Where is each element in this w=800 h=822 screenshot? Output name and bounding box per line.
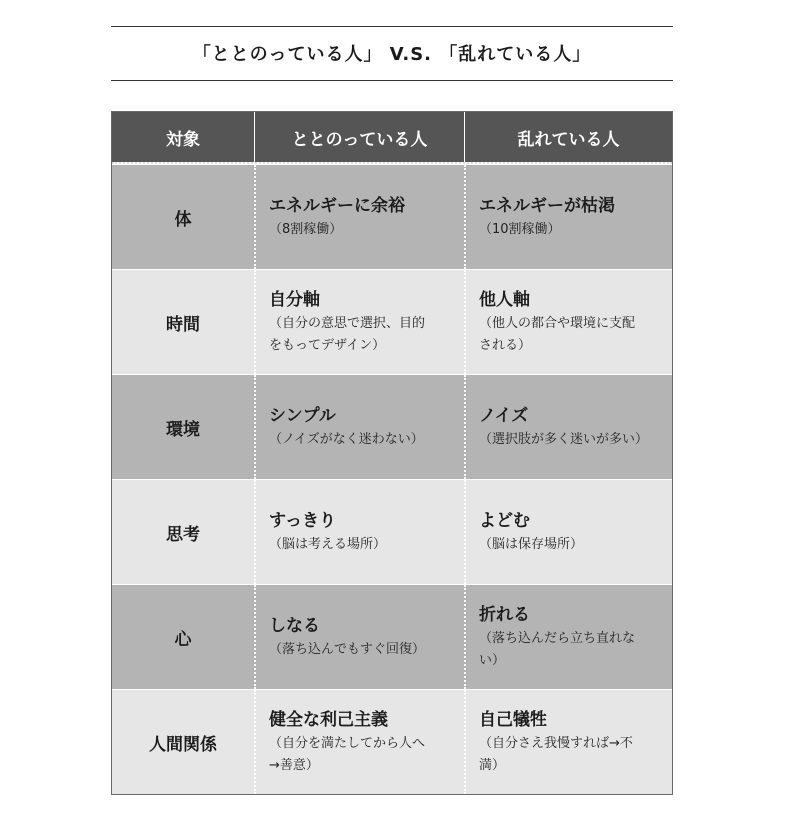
table-row [112, 584, 672, 689]
good-sub: （落ち込んでもすぐ回復） [269, 642, 426, 657]
bad-main: 折れる [479, 605, 530, 625]
bad-cell [464, 690, 672, 794]
bad-cell [464, 375, 672, 479]
good-cell [254, 165, 464, 269]
bad-sub: （落ち込んだら立ち直れな い） [479, 631, 636, 668]
good-cell [254, 375, 464, 479]
good-main: しなる [269, 616, 320, 636]
category-label: 心 [174, 629, 192, 650]
top-rule [111, 26, 673, 27]
page-title: 「ととのっている人」 V.S. 「乱れている人」 [192, 44, 592, 65]
bad-cell [464, 585, 672, 689]
table-row [112, 479, 672, 584]
table-row [112, 269, 672, 374]
bad-sub: （自分さえ我慢すれば→不 満） [479, 736, 633, 773]
row-category [112, 165, 254, 269]
bad-cell [464, 480, 672, 584]
comparison-table [111, 111, 673, 795]
good-sub: （自分を満たしてから人へ →善意） [269, 736, 426, 773]
good-main: すっきり [269, 511, 336, 531]
good-main: シンプル [269, 406, 336, 426]
good-main: 自分軸 [269, 290, 320, 310]
bad-sub: （他人の都合や環境に支配 される） [479, 316, 636, 353]
category-label: 環境 [166, 419, 200, 440]
bad-sub: （脳は保存場所） [479, 537, 584, 552]
good-sub: （脳は考える場所） [269, 537, 387, 552]
header-category: 対象 [112, 112, 254, 162]
table-header-row [112, 112, 672, 164]
header-good: ととのっている人 [254, 112, 464, 162]
good-main: エネルギーに余裕 [269, 196, 405, 216]
good-cell [254, 270, 464, 374]
good-cell [254, 480, 464, 584]
row-category [112, 480, 254, 584]
table-row [112, 374, 672, 479]
good-sub: （自分の意思で選択、目的 をもってデザイン） [269, 316, 426, 353]
bad-cell [464, 270, 672, 374]
row-category [112, 690, 254, 794]
bad-main: ノイズ [479, 406, 529, 426]
row-category [112, 270, 254, 374]
good-sub: （8割稼働） [269, 222, 343, 237]
category-label: 体 [174, 209, 192, 230]
bottom-rule [111, 80, 673, 81]
bad-main: よどむ [479, 511, 530, 531]
good-main: 健全な利己主義 [269, 710, 388, 730]
table-row [112, 164, 672, 269]
table-row [112, 689, 672, 794]
bad-main: 自己犠牲 [479, 710, 547, 730]
bad-main: エネルギーが枯渇 [479, 196, 615, 216]
good-cell [254, 690, 464, 794]
header-bad: 乱れている人 [464, 112, 672, 162]
row-category [112, 585, 254, 689]
category-label: 時間 [166, 314, 200, 335]
row-category [112, 375, 254, 479]
bad-sub: （10割稼働） [479, 222, 561, 237]
good-sub: （ノイズがなく迷わない） [269, 432, 424, 447]
bad-sub: （選択肢が多く迷いが多い） [479, 432, 649, 447]
good-cell [254, 585, 464, 689]
bad-cell [464, 165, 672, 269]
category-label: 思考 [166, 524, 200, 545]
category-label: 人間関係 [149, 734, 217, 755]
bad-main: 他人軸 [479, 290, 530, 310]
